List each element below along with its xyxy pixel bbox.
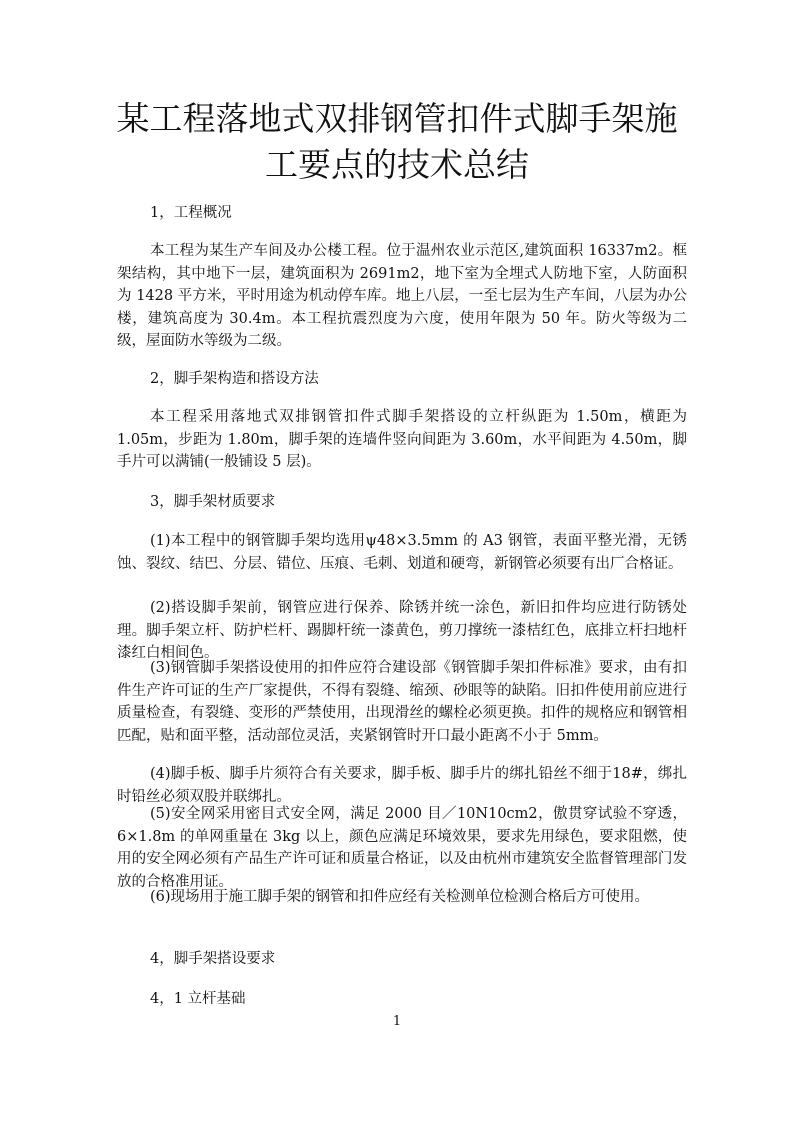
title-line-2: 工要点的技术总结 — [265, 145, 529, 184]
section-heading-4: 4，脚手架搭设要求 — [150, 951, 276, 967]
section-3-paragraph-6: (6)现场用于施工脚手架的钢管和扣件应经有关检测单位检测合格后方可使用。 — [150, 889, 650, 905]
section-2-paragraph-1: 本工程采用落地式双排钢管扣件式脚手架搭设的立杆纵距为 1.50m，横距为 1.05m，步距为 1.80m，脚手架的连墙件竖向间距为 3.60m，水平间距为 4.50m，脚手片可以满铺(一般铺设 5 层)。 — [117, 409, 687, 470]
page-number: 1 — [392, 1014, 402, 1029]
document-title — [100, 96, 694, 188]
section-3-paragraph-3: (3)钢管脚手架搭设使用的扣件应符合建设部《钢管脚手架扣件标准》要求，由有扣件生产许可证的生产厂家提供，不得有裂缝、缩颈、砂眼等的缺陷。旧扣件使用前应进行质量检查，有裂缝、变形的严禁使用，出现滑丝的螺栓必须更换。扣件的规格应和钢管相匹配，贴和面平整，活动部位灵活，夹紧钢管时开口最小距离不小于 5mm。 — [117, 660, 687, 744]
section-3-paragraph-4: (4)脚手板、脚手片须符合有关要求，脚手板、脚手片的绑扎铅丝不细于18#，绑扎时铅丝必须双股并联绑扎。 — [117, 766, 687, 805]
section-heading-3: 3，脚手架材质要求 — [150, 494, 276, 510]
title-line-1: 某工程落地式双排钢管扣件式脚手架施 — [116, 99, 678, 138]
section-3-paragraph-2: (2)搭设脚手架前，钢管应进行保养、除锈并统一涂色，新旧扣件均应进行防锈处理。脚手架立杆、防护栏杆、踢脚杆统一漆黄色，剪刀撑统一漆桔红色，底排立杆扫地杆漆红白相间色。 — [117, 600, 687, 661]
section-heading-4-1: 4，1 立杆基础 — [150, 991, 246, 1007]
section-heading-1: 1，工程概况 — [150, 205, 232, 221]
section-3-paragraph-1: (1)本工程中的钢管脚手架均选用ψ48×3.5mm 的 A3 钢管，表面平整光滑，无锈蚀、裂纹、结巴、分层、错位、压痕、毛刺、划道和硬弯，新钢管必须要有出厂合格证。 — [117, 533, 687, 572]
section-1-paragraph-1: 本工程为某生产车间及办公楼工程。位于温州农业示范区,建筑面积 16337m2。框架结构，其中地下一层，建筑面积为 2691m2，地下室为全埋式人防地下室，人防面积为 1428 平方米，平时用途为机动停车库。地上八层，一至七层为生产车间，八层为办公楼，建筑高度为 30.4m。本工程抗震烈度为六度，使用年限为 50 年。防火等级为二级，屋面防水等级为二级。 — [117, 243, 687, 349]
section-heading-2: 2，脚手架构造和搭设方法 — [150, 371, 319, 387]
section-3-paragraph-5: (5)安全网采用密目式安全网，满足 2000 目／10N10cm2，傲贯穿试验不穿透，6×1.8m 的单网重量在 3kg 以上，颜色应满足环境效果，要求先用绿色，要求阻燃，使用的安全网必须有产品生产许可证和质量合格证，以及由杭州市建筑安全监督管理部门发放的合格准用证。 — [117, 806, 687, 890]
